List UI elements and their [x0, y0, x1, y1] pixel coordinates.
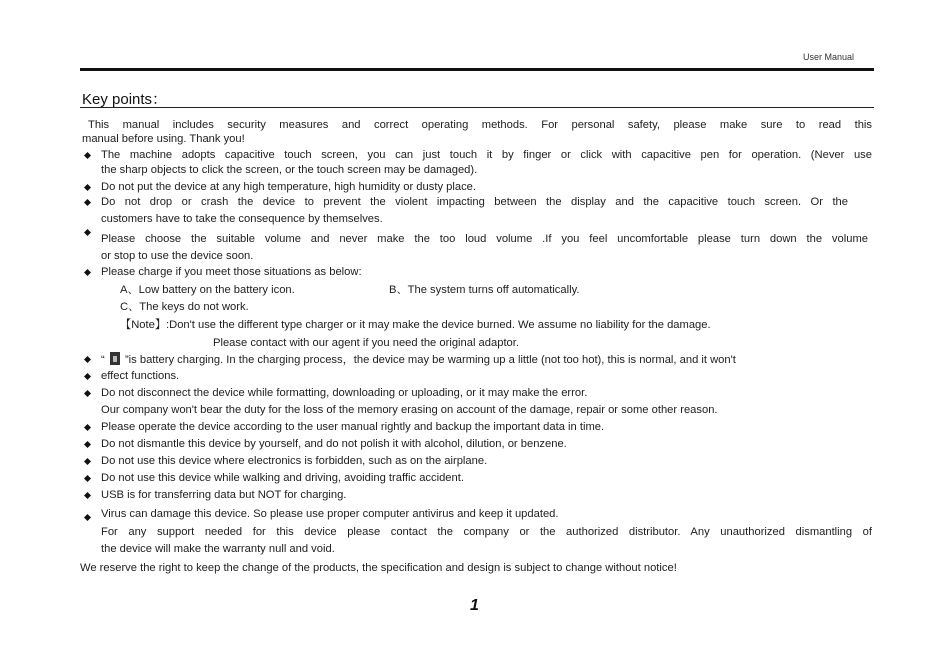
- point-13-line-3: the device will make the warranty null and void.: [101, 543, 335, 555]
- point-7-line-1: Do not disconnect the device while formatting, downloading or uploading, or it may make the error.: [101, 387, 588, 399]
- header-rule: [80, 68, 874, 71]
- bullet-icon: [84, 269, 91, 276]
- bullet-icon: [84, 458, 91, 465]
- point-1-line-1: The machine adopts capacitive touch screen, you can just touch it by finger or click with capacitive pen for operation. (Never use: [101, 149, 872, 161]
- bullet-icon: [84, 373, 91, 380]
- title-rule: [80, 107, 874, 108]
- point-5-item-b: B、The system turns off automatically.: [389, 284, 580, 296]
- point-8: Please operate the device according to the user manual rightly and backup the important data in time.: [101, 421, 605, 433]
- bullet-icon: [84, 441, 91, 448]
- bullet-icon: [84, 390, 91, 397]
- point-1-line-2: the sharp objects to click the screen, or the touch screen may be damaged).: [101, 164, 478, 176]
- bullet-icon: [84, 475, 91, 482]
- point-5-item-c: C、The keys do not work.: [120, 301, 249, 313]
- point-6-line-2: effect functions.: [101, 370, 180, 382]
- point-4-line-2: or stop to use the device soon.: [101, 250, 254, 262]
- point-12: USB is for transferring data but NOT for charging.: [101, 489, 347, 501]
- point-6-open-quote: “: [101, 354, 105, 366]
- intro-line-1: This manual includes security measures and correct operating methods. For personal safety, please make sure to read this: [88, 119, 872, 131]
- running-head: User Manual: [802, 52, 854, 62]
- bullet-icon: [84, 424, 91, 431]
- bullet-icon: [84, 492, 91, 499]
- point-5-note: 【Note】:Don't use the different type charger or it may make the device burned. We assume no liability for the damage.: [120, 319, 711, 331]
- point-7-line-2: Our company won't bear the duty for the loss of the memory erasing on account of the damage, repair or some other reason.: [101, 404, 718, 416]
- section-title: Key points：: [82, 91, 168, 108]
- intro-line-2: manual before using. Thank you!: [82, 133, 245, 145]
- bullet-icon: [84, 184, 91, 191]
- closing-statement: We reserve the right to keep the change of the products, the specification and design is subject to change without notice!: [80, 562, 677, 574]
- point-6-line-1: [101, 352, 736, 367]
- point-13-line-2: For any support needed for this device please contact the company or the authorized distributor. Any unauthorized dismantling of: [101, 526, 872, 538]
- bullet-icon: [84, 199, 91, 206]
- point-2: Do not put the device at any high temperature, high humidity or dusty place.: [101, 181, 476, 193]
- point-3-line-2: customers have to take the consequence by themselves.: [101, 213, 383, 225]
- bullet-icon: [84, 152, 91, 159]
- point-13: Virus can damage this device. So please use proper computer antivirus and keep it updated.: [101, 508, 559, 520]
- page-number: 1: [470, 597, 479, 614]
- point-5-item-a: A、Low battery on the battery icon.: [120, 284, 295, 296]
- bullet-icon: [84, 229, 91, 236]
- bullet-icon: [84, 356, 91, 363]
- point-6-text: ”is battery charging. In the charging process，the device may be warming up a little (not too hot), this is normal, and it won't: [124, 354, 736, 366]
- point-10: Do not use this device where electronics is forbidden, such as on the airplane.: [101, 455, 488, 467]
- point-9: Do not dismantle this device by yourself, and do not polish it with alcohol, dilution, or benzene.: [101, 438, 567, 450]
- point-11: Do not use this device while walking and driving, avoiding traffic accident.: [101, 472, 464, 484]
- point-3-line-1: Do not drop or crash the device to prevent the violent impacting between the display and the capacitive touch screen. Or the: [101, 196, 848, 208]
- point-5-note-2: Please contact with our agent if you need the original adaptor.: [213, 337, 519, 349]
- battery-charging-icon: [110, 352, 120, 365]
- point-5: Please charge if you meet those situations as below:: [101, 266, 362, 278]
- bullet-icon: [84, 514, 91, 521]
- point-4-line-1: Please choose the suitable volume and never make the too loud volume .If you feel uncomfortable please turn down the volume: [101, 233, 868, 245]
